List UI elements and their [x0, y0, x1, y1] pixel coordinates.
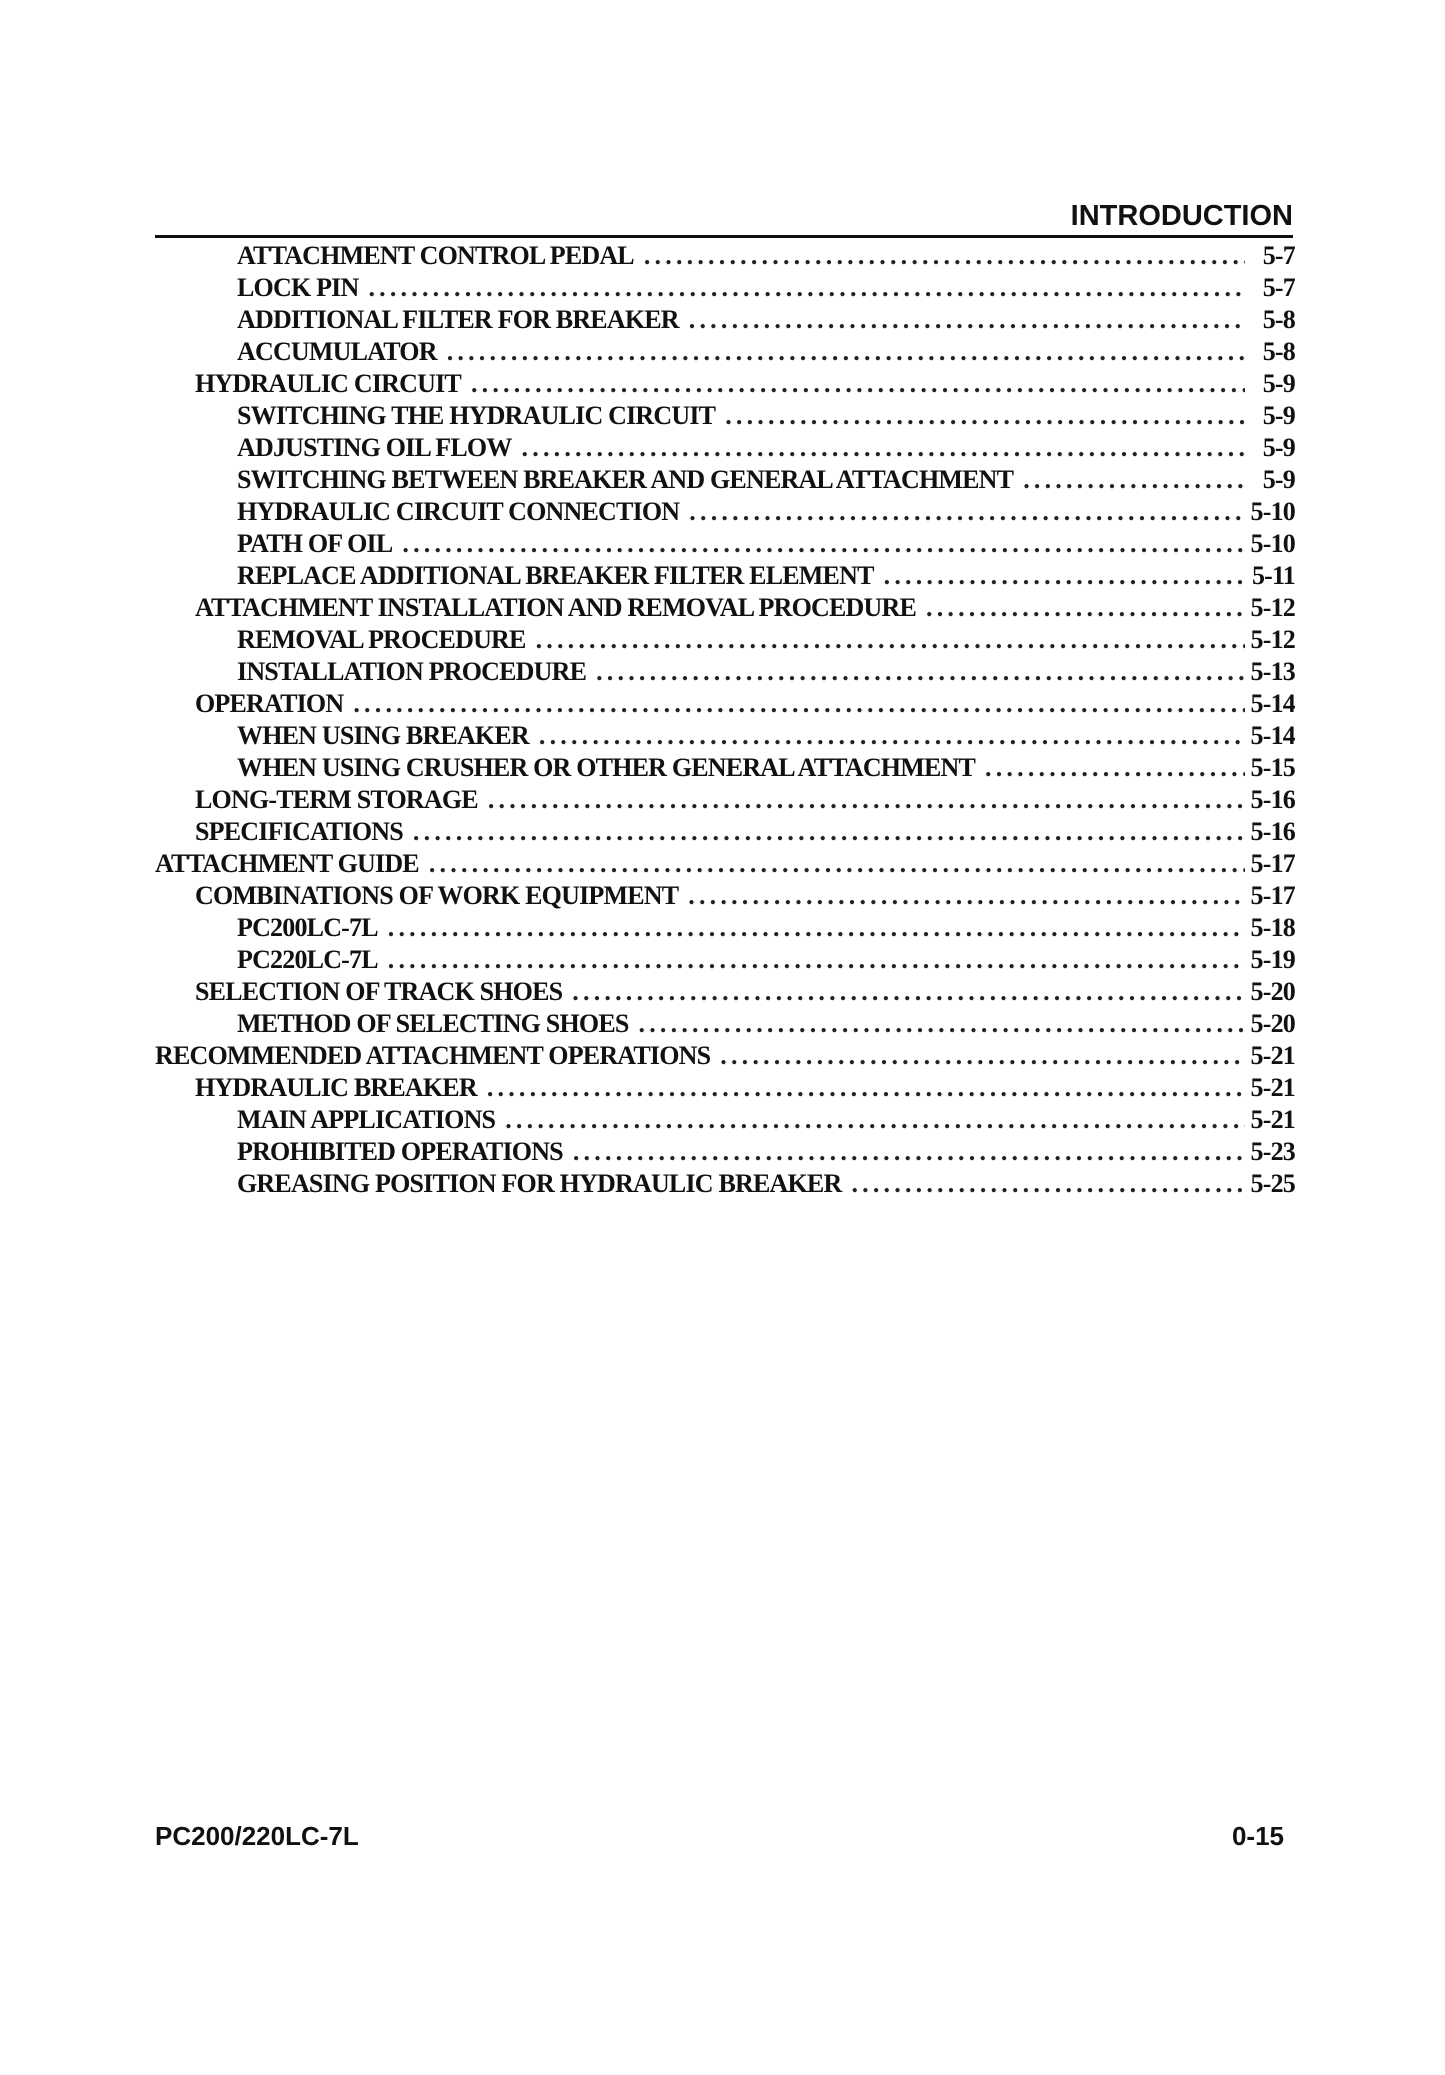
toc-entry-title: WHEN USING CRUSHER OR OTHER GENERAL ATTACHMENT [237, 753, 976, 782]
toc-entry-page: 5-21 [1250, 1041, 1295, 1070]
toc-entry [155, 784, 1295, 816]
toc-dot-leader [413, 816, 1245, 848]
toc-dot-leader [644, 240, 1245, 272]
toc-entry-title: GREASING POSITION FOR HYDRAULIC BREAKER [237, 1169, 842, 1198]
toc-entry-title: PC220LC-7L [237, 945, 378, 974]
toc-entry-page: 5-10 [1250, 497, 1295, 526]
toc-entry-title: COMBINATIONS OF WORK EQUIPMENT [195, 881, 679, 910]
toc-entry-page: 5-9 [1262, 465, 1295, 494]
toc-entry-title: HYDRAULIC CIRCUIT [195, 369, 461, 398]
toc-entry-title: PC200LC-7L [237, 913, 378, 942]
toc-entry-title: WHEN USING BREAKER [237, 721, 529, 750]
toc-dot-leader [505, 1104, 1244, 1136]
toc-entry-page: 5-14 [1250, 689, 1295, 718]
toc-entry-page: 5-18 [1250, 913, 1295, 942]
toc-dot-leader [388, 912, 1245, 944]
toc-entry [155, 1072, 1295, 1104]
toc-entry-page: 5-21 [1250, 1105, 1295, 1134]
toc-entry [155, 496, 1295, 528]
toc-dot-leader [688, 880, 1244, 912]
toc-dot-leader [573, 1136, 1245, 1168]
toc-entry-title: RECOMMENDED ATTACHMENT OPERATIONS [155, 1041, 711, 1070]
toc-entry [155, 624, 1295, 656]
toc-entry-title: ADDITIONAL FILTER FOR BREAKER [237, 305, 679, 334]
toc-entry [155, 400, 1295, 432]
toc-entry [155, 688, 1295, 720]
toc-dot-leader [471, 368, 1245, 400]
toc-dot-leader [689, 304, 1245, 336]
toc-dot-leader [725, 400, 1245, 432]
toc-entry [155, 272, 1295, 304]
toc-entry-title: REPLACE ADDITIONAL BREAKER FILTER ELEMENT [237, 561, 874, 590]
toc-dot-leader [720, 1040, 1244, 1072]
toc-entry-page: 5-10 [1250, 529, 1295, 558]
toc-entry [155, 1008, 1295, 1040]
toc-entry [155, 336, 1295, 368]
toc-dot-leader [487, 1072, 1245, 1104]
toc-entry [155, 560, 1295, 592]
toc-entry [155, 1104, 1295, 1136]
toc-entry-title: METHOD OF SELECTING SHOES [237, 1009, 629, 1038]
toc-entry [155, 528, 1295, 560]
toc-entry-page: 5-13 [1250, 657, 1295, 686]
toc-entry-page: 5-7 [1262, 273, 1295, 302]
toc-entry [155, 752, 1295, 784]
toc-entry-title: LONG-TERM STORAGE [195, 785, 478, 814]
toc-entry [155, 432, 1295, 464]
toc-dot-leader [353, 688, 1244, 720]
footer-model: PC200/220LC-7L [155, 1821, 359, 1851]
toc-dot-leader [536, 624, 1245, 656]
toc-dot-leader [488, 784, 1245, 816]
toc-entry-page: 5-8 [1262, 337, 1295, 366]
table-of-contents [155, 240, 1295, 1200]
toc-entry-page: 5-9 [1262, 433, 1295, 462]
toc-entry-title: ATTACHMENT CONTROL PEDAL [237, 241, 634, 270]
toc-entry-page: 5-14 [1250, 721, 1295, 750]
toc-entry-title: OPERATION [195, 689, 344, 718]
toc-entry-page: 5-9 [1262, 401, 1295, 430]
toc-entry-page: 5-12 [1250, 625, 1295, 654]
toc-dot-leader [429, 848, 1245, 880]
toc-entry-title: ADJUSTING OIL FLOW [237, 433, 512, 462]
toc-entry [155, 848, 1295, 880]
toc-entry-title: SELECTION OF TRACK SHOES [195, 977, 563, 1006]
toc-dot-leader [1023, 464, 1245, 496]
toc-dot-leader [572, 976, 1244, 1008]
toc-dot-leader [884, 560, 1245, 592]
toc-entry-page: 5-15 [1250, 753, 1295, 782]
toc-dot-leader [539, 720, 1245, 752]
toc-entry [155, 880, 1295, 912]
toc-dot-leader [596, 656, 1244, 688]
toc-entry-title: SWITCHING THE HYDRAULIC CIRCUIT [237, 401, 716, 430]
toc-entry-page: 5-20 [1250, 1009, 1295, 1038]
toc-dot-leader [447, 336, 1245, 368]
toc-entry [155, 592, 1295, 624]
toc-entry-page: 5-9 [1262, 369, 1295, 398]
section-title: INTRODUCTION [1070, 200, 1293, 232]
toc-entry-title: HYDRAULIC BREAKER [195, 1073, 477, 1102]
toc-entry-page: 5-11 [1251, 561, 1295, 590]
toc-entry [155, 656, 1295, 688]
toc-dot-leader [985, 752, 1245, 784]
toc-entry-page: 5-16 [1250, 785, 1295, 814]
toc-entry-title: SWITCHING BETWEEN BREAKER AND GENERAL ATTACHMENT [237, 465, 1014, 494]
toc-dot-leader [402, 528, 1244, 560]
toc-dot-leader [388, 944, 1245, 976]
toc-entry-title: ACCUMULATOR [237, 337, 437, 366]
header-rule [155, 235, 1293, 238]
toc-entry-page: 5-16 [1250, 817, 1295, 846]
toc-entry [155, 464, 1295, 496]
toc-entry-title: MAIN APPLICATIONS [237, 1105, 496, 1134]
toc-entry-page: 5-19 [1250, 945, 1295, 974]
toc-entry-page: 5-20 [1250, 977, 1295, 1006]
toc-entry-title: ATTACHMENT GUIDE [155, 849, 419, 878]
toc-entry [155, 368, 1295, 400]
toc-entry-title: LOCK PIN [237, 273, 359, 302]
toc-entry-title: ATTACHMENT INSTALLATION AND REMOVAL PROCEDURE [195, 593, 916, 622]
toc-entry [155, 944, 1295, 976]
toc-entry-title: HYDRAULIC CIRCUIT CONNECTION [237, 497, 680, 526]
toc-entry-page: 5-17 [1250, 849, 1295, 878]
toc-entry [155, 976, 1295, 1008]
toc-entry-page: 5-7 [1262, 241, 1295, 270]
footer-page-number: 0-15 [1231, 1821, 1284, 1851]
toc-entry-page: 5-8 [1262, 305, 1295, 334]
toc-dot-leader [368, 272, 1245, 304]
toc-entry [155, 720, 1295, 752]
toc-entry-title: PATH OF OIL [237, 529, 393, 558]
toc-dot-leader [926, 592, 1245, 624]
toc-dot-leader [851, 1168, 1244, 1200]
toc-entry-page: 5-17 [1250, 881, 1295, 910]
toc-entry-title: REMOVAL PROCEDURE [237, 625, 526, 654]
toc-entry-title: PROHIBITED OPERATIONS [237, 1137, 563, 1166]
toc-entry [155, 912, 1295, 944]
toc-entry [155, 1168, 1295, 1200]
toc-dot-leader [689, 496, 1244, 528]
toc-entry [155, 240, 1295, 272]
toc-entry-page: 5-21 [1250, 1073, 1295, 1102]
toc-entry [155, 1040, 1295, 1072]
toc-entry-title: SPECIFICATIONS [195, 817, 403, 846]
toc-entry-page: 5-12 [1250, 593, 1295, 622]
toc-dot-leader [522, 432, 1245, 464]
toc-entry [155, 304, 1295, 336]
toc-entry [155, 1136, 1295, 1168]
toc-dot-leader [639, 1008, 1245, 1040]
toc-entry-page: 5-23 [1250, 1137, 1295, 1166]
toc-entry-page: 5-25 [1250, 1169, 1295, 1198]
toc-entry-title: INSTALLATION PROCEDURE [237, 657, 587, 686]
toc-entry [155, 816, 1295, 848]
